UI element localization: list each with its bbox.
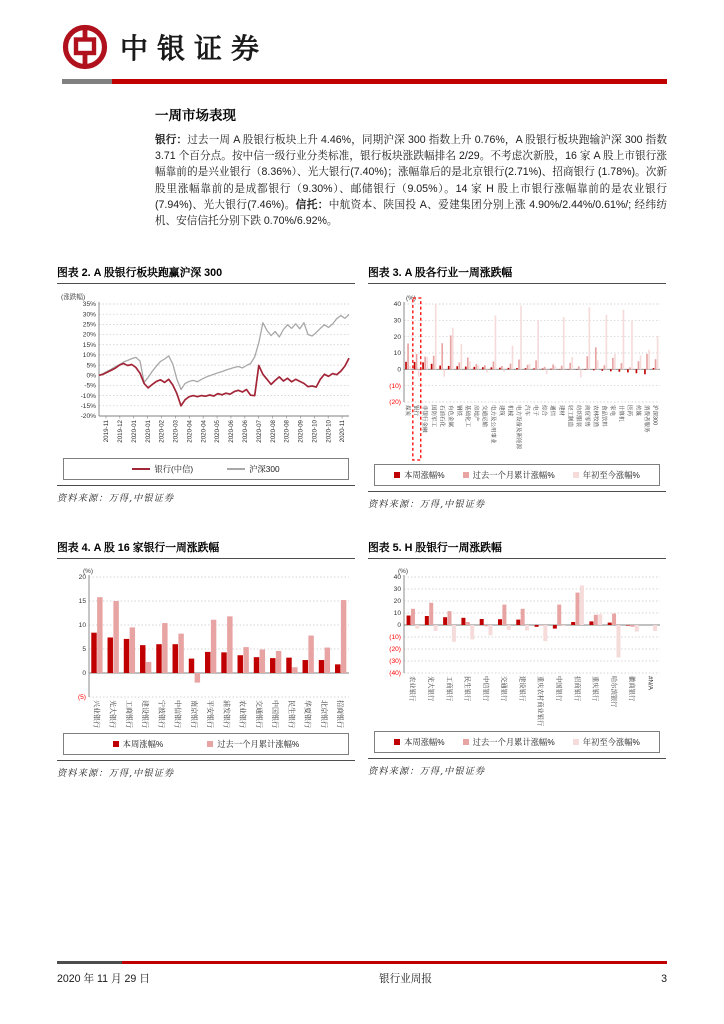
svg-text:钢铁: 钢铁 [455,405,462,417]
legend-label: 本周涨幅% [404,737,445,748]
svg-text:2020-11: 2020-11 [339,420,347,443]
figure-4-body [57,565,355,761]
svg-text:2020-08: 2020-08 [269,420,277,443]
svg-text:2020-08: 2020-08 [283,420,291,443]
header-divider-gray [62,79,112,84]
svg-text:食品饮料: 食品饮料 [600,405,607,428]
a-share-banks-bar-chart [57,565,355,731]
svg-text:光大银行: 光大银行 [427,676,435,702]
svg-text:15%: 15% [82,342,96,350]
legend-label: 本周涨幅% [404,470,445,481]
svg-text:通信: 通信 [549,405,556,417]
svg-text:交通银行: 交通银行 [500,676,508,702]
footer-date: 2020 年 11 月 29 日 [57,973,150,985]
figure-4 [57,540,355,779]
footer-report-name: 银行业周报 [378,973,432,985]
legend-item [227,463,279,475]
summary-paragraph [155,132,667,229]
figure-3 [368,265,666,510]
footer-row [57,971,667,986]
svg-text:电力设备及新能源: 电力设备及新能源 [515,405,522,450]
legend-item [207,738,299,750]
legend-item [573,469,640,481]
svg-text:农林牧渔: 农林牧渔 [591,405,598,428]
legend-label: 本周涨幅% [122,739,164,750]
svg-text:招商银行: 招商银行 [336,700,344,729]
svg-text:2020-01: 2020-01 [130,420,138,443]
figure-2-legend [63,458,349,480]
svg-text:建设银行: 建设银行 [518,676,526,702]
legend-label: 年初至今涨幅% [582,737,640,748]
svg-text:20: 20 [78,574,86,582]
svg-text:2020-10: 2020-10 [325,420,333,443]
bank-text: 过去一周 A 股银行板块上升 4.46%，同期沪深 300 指数上升 0.76%，A 股银行板块跑输沪深 300 指数 3.71 个百分点。按中信一级行业分类标准，银行板块涨跌幅排名 2/29。不考虑次新股，16 家 A 股上市银行涨幅靠前的是兴业银行（8.36%）、光大银行(7.40%)；涨幅靠后的是北京银行(2.71%)、招商银行 (1.78%)。次新股里涨幅靠前的是成都银行（9.30%）、邮储银行（9.05%）。14 家 H 股上市银行涨幅靠前的是农业银行(7.94%)、光大银行(7.46%)。 [155,134,667,211]
figure-5-body [368,565,666,759]
legend-item [394,469,445,481]
svg-text:交通银行: 交通银行 [254,700,262,729]
brand-name: 中银证券 [120,32,269,65]
header-divider [62,79,667,84]
svg-text:0: 0 [397,622,401,630]
figure-3-title: 图表 3. A 股各行业一周涨跌幅 [368,265,666,284]
svg-text:工商银行: 工商银行 [445,676,453,702]
bank-line-swatch [132,468,150,470]
week-swatch [394,739,400,745]
svg-text:20%: 20% [82,331,96,339]
svg-text:重庆农村商业银行: 重庆农村商业银行 [536,676,544,727]
svg-text:沪深300: 沪深300 [651,405,658,426]
svg-text:(5): (5) [77,694,86,702]
svg-text:10%: 10% [82,352,96,360]
svg-text:徽商银行: 徽商银行 [628,676,636,702]
svg-text:轻工制造: 轻工制造 [566,405,573,428]
svg-text:家电: 家电 [608,405,615,417]
svg-text:2020-05: 2020-05 [214,420,222,443]
figure-4-legend [63,733,349,755]
svg-text:2020-07: 2020-07 [255,420,263,443]
svg-text:(%): (%) [398,568,408,576]
week-swatch [113,741,119,747]
figure-5 [368,540,666,779]
legend-label: 过去一个月累计涨幅% [472,737,555,748]
boc-logo-icon [62,24,108,70]
footer-page-number: 3 [661,973,667,985]
svg-text:汽车: 汽车 [523,405,530,417]
svg-text:农业银行: 农业银行 [408,676,416,702]
svg-text:30%: 30% [82,311,96,319]
svg-text:民生银行: 民生银行 [287,700,295,729]
svg-text:(10): (10) [389,383,401,391]
section-title: 一周市场表现 [155,108,236,123]
svg-text:招商银行: 招商银行 [573,676,581,702]
figure-4-title: 图表 4. A 股 16 家银行一周涨跌幅 [57,540,355,559]
svg-text:医药: 医药 [626,405,633,417]
svg-text:15: 15 [78,598,86,606]
svg-text:光大银行: 光大银行 [108,700,116,729]
trust-label: 信托： [295,198,329,211]
svg-text:(10): (10) [389,634,401,642]
svg-text:宁波银行: 宁波银行 [157,700,165,729]
svg-text:(20): (20) [389,646,401,654]
footer-divider-red [122,961,667,964]
bank-label: 银行： [155,134,188,146]
svg-text:(涨跌幅): (涨跌幅) [61,294,86,302]
figure-5-title: 图表 5. H 股银行一周涨跌幅 [368,540,666,559]
month-swatch [463,739,469,745]
svg-text:平安银行: 平安银行 [206,700,214,729]
figure-5-source: 资料来源：万得,中银证券 [368,766,486,778]
figure-3-source: 资料来源：万得,中银证券 [368,499,486,511]
svg-text:兴业银行: 兴业银行 [92,700,100,729]
svg-text:重庆银行: 重庆银行 [591,676,599,702]
svg-text:华夏银行: 华夏银行 [303,700,311,729]
svg-text:计算机: 计算机 [617,405,624,422]
svg-text:北京银行: 北京银行 [319,700,327,729]
svg-text:传媒: 传媒 [634,405,641,417]
footer-divider [57,961,667,964]
ytd-swatch [573,472,579,478]
svg-text:2020-02: 2020-02 [158,420,166,443]
svg-text:-5%: -5% [84,382,96,390]
svg-text:25%: 25% [82,321,96,329]
svg-text:中国银行: 中国银行 [555,676,563,702]
legend-label: 年初至今涨幅% [582,470,640,481]
legend-item [394,736,445,748]
svg-text:石油石化: 石油石化 [438,405,445,428]
svg-text:40: 40 [393,574,401,582]
svg-text:国防军工: 国防军工 [429,405,436,428]
figures-row-2 [57,540,667,779]
svg-text:中信银行: 中信银行 [173,700,181,729]
svg-text:消费者服务: 消费者服务 [643,405,650,433]
svg-text:2020-10: 2020-10 [311,420,319,443]
legend-item [132,463,193,475]
svg-text:40: 40 [393,301,401,309]
trust-text: 中航资本、陕国投 A、爱建集团分别上涨 4.90%/2.44%/0.61%/; 经纬纺机、安信信托分别下跌 0.70%/6.92%。 [155,198,668,228]
figure-3-legend [374,464,660,486]
svg-text:#N/A: #N/A [646,676,654,691]
svg-text:纺织服装: 纺织服装 [574,405,581,428]
svg-text:农业银行: 农业银行 [238,700,246,729]
svg-text:民生银行: 民生银行 [463,676,471,702]
svg-text:5%: 5% [86,362,96,370]
svg-text:10: 10 [393,610,401,618]
svg-text:非银行金融: 非银行金融 [421,405,428,433]
figure-2 [57,265,355,510]
h-share-banks-bar-chart [368,565,666,729]
svg-text:-20%: -20% [80,413,96,421]
svg-text:(30): (30) [389,658,401,666]
legend-label: 银行(中信) [154,464,194,475]
svg-text:5: 5 [82,646,86,654]
figure-2-source: 资料来源：万得,中银证券 [57,493,175,505]
svg-text:基础化工: 基础化工 [463,405,470,428]
svg-text:电力及公用事业: 电力及公用事业 [489,405,496,444]
svg-text:交通运输: 交通运输 [480,405,487,428]
svg-text:煤炭: 煤炭 [404,405,411,417]
legend-item [463,469,555,481]
svg-text:有色金属: 有色金属 [446,405,453,428]
svg-text:建材: 建材 [557,405,564,417]
brand-row [62,24,667,70]
svg-text:银行: 银行 [412,405,419,417]
svg-text:2019-12: 2019-12 [117,420,125,443]
legend-label: 沪深300 [249,464,280,475]
svg-text:房地产: 房地产 [472,405,479,422]
svg-text:2020-06: 2020-06 [228,420,236,443]
month-swatch [463,472,469,478]
ytd-swatch [573,739,579,745]
svg-text:0%: 0% [86,372,96,380]
header-divider-red [112,79,667,84]
legend-item [573,736,640,748]
svg-text:2020-06: 2020-06 [242,420,250,443]
svg-text:(%): (%) [83,568,93,576]
svg-text:机械: 机械 [506,405,513,417]
legend-label: 过去一个月累计涨幅% [472,470,555,481]
svg-text:2020-04: 2020-04 [200,420,208,443]
svg-text:20: 20 [393,598,401,606]
figure-2-title: 图表 2. A 股银行板块跑赢沪深 300 [57,265,355,284]
svg-text:10: 10 [393,350,401,358]
figure-3-body [368,290,666,492]
page-footer [57,961,667,986]
svg-text:0: 0 [397,366,401,374]
svg-text:2020-03: 2020-03 [172,420,180,443]
svg-text:中信银行: 中信银行 [481,676,489,702]
svg-text:中国银行: 中国银行 [271,700,279,729]
svg-text:-10%: -10% [80,393,96,401]
svg-text:(%): (%) [406,295,416,303]
svg-text:30: 30 [393,586,401,594]
svg-text:2020-04: 2020-04 [186,420,194,443]
svg-text:工商银行: 工商银行 [124,700,132,729]
svg-text:2019-11: 2019-11 [103,420,111,443]
svg-text:(20): (20) [389,399,401,407]
svg-text:10: 10 [78,622,86,630]
figure-2-body [57,290,355,486]
figure-5-legend [374,731,660,753]
figure-4-source: 资料来源：万得,中银证券 [57,768,175,780]
svg-text:南京银行: 南京银行 [189,700,197,729]
svg-text:建设银行: 建设银行 [141,700,149,729]
svg-text:35%: 35% [82,301,96,309]
legend-item [113,738,164,750]
report-header [0,0,724,84]
svg-text:综合: 综合 [540,405,547,417]
legend-item [463,736,555,748]
hs300-line-swatch [227,468,245,470]
svg-text:(40): (40) [389,670,401,678]
week-swatch [394,472,400,478]
month-swatch [207,741,213,747]
footer-divider-dark [57,961,122,964]
svg-text:哈尔滨银行: 哈尔滨银行 [609,676,617,708]
svg-text:2020-01: 2020-01 [144,420,152,443]
figures-row-1 [57,265,667,510]
svg-text:浦发银行: 浦发银行 [222,700,230,729]
svg-text:-15%: -15% [80,403,96,411]
svg-text:0: 0 [82,670,86,678]
svg-text:20: 20 [393,334,401,342]
industry-weekly-bar-chart [368,290,666,462]
bank-vs-hs300-line-chart [57,290,355,456]
svg-text:30: 30 [393,317,401,325]
svg-text:2020-09: 2020-09 [297,420,305,443]
svg-text:建筑: 建筑 [498,405,505,417]
svg-text:电子: 电子 [532,405,539,417]
legend-label: 过去一个月累计涨幅% [217,739,300,750]
svg-text:商贸零售: 商贸零售 [583,405,590,428]
